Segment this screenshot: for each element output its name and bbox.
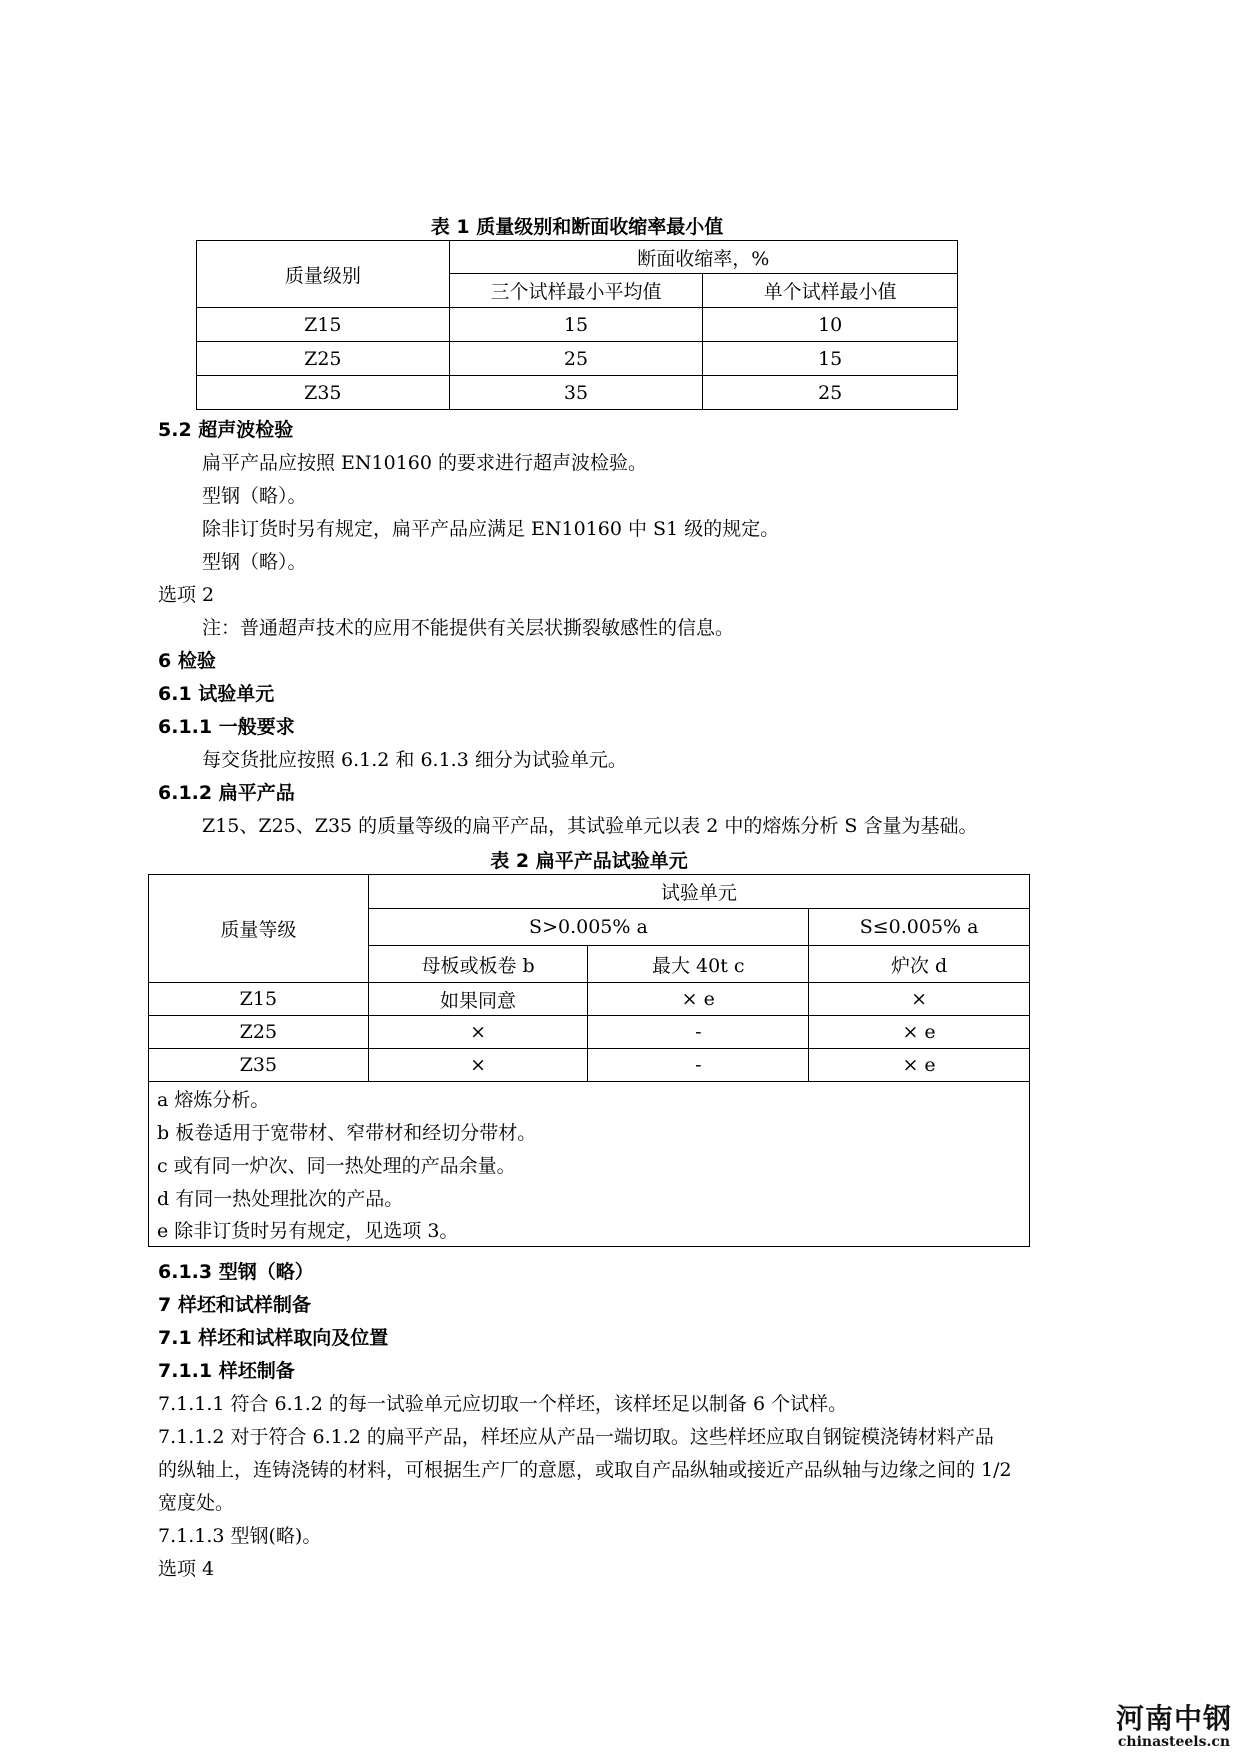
paragraph: Z15、Z25、Z35 的质量等级的扁平产品，其试验单元以表 2 中的熔炼分析 S 含量为基础。 bbox=[202, 815, 978, 837]
table2-footnote bbox=[149, 1115, 1030, 1148]
paragraph: 7.1.1.2 对于符合 6.1.2 的扁平产品，样坯应从产品一端切取。这些样坯应取自钢锭模浇铸材料产品 bbox=[158, 1426, 994, 1448]
footnote-text: c 或有同一炉次、同一热处理的产品余量。 bbox=[149, 1148, 1030, 1181]
table1-header-group: 断面收缩率，% bbox=[449, 241, 957, 274]
paragraph: 7.1.1.1 符合 6.1.2 的每一试验单元应切取一个样坯，该样坯足以制备 6 个试样。 bbox=[158, 1393, 848, 1415]
table2-header-s-high: S>0.005% a bbox=[368, 909, 808, 946]
watermark-logo-text: 河南中钢 bbox=[1115, 1702, 1232, 1735]
table2-cell: 如果同意 bbox=[368, 983, 588, 1016]
table2-header-col2: 最大 40t c bbox=[588, 946, 809, 983]
option-label: 选项 2 bbox=[158, 584, 215, 606]
table2-cell: × e bbox=[588, 983, 809, 1016]
note: 注：普通超声技术的应用不能提供有关层状撕裂敏感性的信息。 bbox=[202, 617, 735, 639]
paragraph: 型钢（略）。 bbox=[202, 551, 307, 573]
table1-cell: 25 bbox=[449, 342, 703, 376]
table2-header-grade: 质量等级 bbox=[149, 875, 369, 983]
table-row bbox=[197, 376, 958, 410]
table1-header-col1: 三个试样最小平均值 bbox=[449, 274, 703, 308]
table2-header-col1: 母板或板卷 b bbox=[368, 946, 588, 983]
table2-footnote bbox=[149, 1148, 1030, 1181]
section-heading: 6.1.3 型钢（略） bbox=[158, 1261, 314, 1283]
table-row bbox=[197, 342, 958, 376]
table2-header-s-low: S≤0.005% a bbox=[809, 909, 1030, 946]
table1-header-grade: 质量级别 bbox=[197, 241, 450, 308]
table2-footnote bbox=[149, 1181, 1030, 1214]
table1-cell: 25 bbox=[703, 376, 958, 410]
section-heading: 7.1.1 样坯制备 bbox=[158, 1360, 295, 1382]
footnote-text: b 板卷适用于宽带材、窄带材和经切分带材。 bbox=[149, 1115, 1030, 1148]
table2 bbox=[148, 874, 1030, 1247]
table1-cell: 35 bbox=[449, 376, 703, 410]
table1-cell: Z25 bbox=[197, 342, 450, 376]
table2-header-col3: 炉次 d bbox=[809, 946, 1030, 983]
table1-header-col2: 单个试样最小值 bbox=[703, 274, 958, 308]
table1-cell: 15 bbox=[449, 308, 703, 342]
table2-caption: 表 2 扁平产品试验单元 bbox=[490, 850, 688, 872]
table2-cell: × e bbox=[809, 1016, 1030, 1049]
paragraph: 宽度处。 bbox=[158, 1492, 235, 1514]
table2-cell: - bbox=[588, 1016, 809, 1049]
table2-cell: × e bbox=[809, 1049, 1030, 1082]
table2-footnote bbox=[149, 1214, 1030, 1247]
table-row bbox=[149, 983, 1030, 1016]
table2-header-group: 试验单元 bbox=[368, 875, 1029, 909]
table1 bbox=[196, 240, 958, 410]
table1-cell: 15 bbox=[703, 342, 958, 376]
table2-cell: Z15 bbox=[149, 983, 369, 1016]
paragraph: 的纵轴上，连铸浇铸的材料，可根据生产厂的意愿，或取自产品纵轴或接近产品纵轴与边缘之间的 1/2 bbox=[158, 1459, 1012, 1481]
paragraph: 除非订货时另有规定，扁平产品应满足 EN10160 中 S1 级的规定。 bbox=[202, 518, 780, 540]
table-row bbox=[197, 308, 958, 342]
footnote-text: e 除非订货时另有规定，见选项 3。 bbox=[149, 1214, 1030, 1247]
watermark-logo bbox=[1116, 1704, 1232, 1750]
table2-cell: Z25 bbox=[149, 1016, 369, 1049]
table2-footnote bbox=[149, 1082, 1030, 1115]
option-label: 选项 4 bbox=[158, 1558, 215, 1580]
table1-cell: Z15 bbox=[197, 308, 450, 342]
table2-cell: × bbox=[809, 983, 1030, 1016]
footnote-text: d 有同一热处理批次的产品。 bbox=[149, 1181, 1030, 1214]
paragraph: 扁平产品应按照 EN10160 的要求进行超声波检验。 bbox=[202, 452, 648, 474]
section-heading: 6.1.1 一般要求 bbox=[158, 716, 295, 738]
table1-caption: 表 1 质量级别和断面收缩率最小值 bbox=[430, 216, 724, 238]
paragraph: 7.1.1.3 型钢(略)。 bbox=[158, 1525, 322, 1547]
section-heading: 7 样坯和试样制备 bbox=[158, 1294, 311, 1316]
table1-cell: 10 bbox=[703, 308, 958, 342]
table2-cell: Z35 bbox=[149, 1049, 369, 1082]
paragraph: 型钢（略）。 bbox=[202, 485, 307, 507]
table2-cell: × bbox=[368, 1049, 588, 1082]
table-row bbox=[149, 1016, 1030, 1049]
footnote-text: a 熔炼分析。 bbox=[149, 1082, 1030, 1115]
table2-cell: × bbox=[368, 1016, 588, 1049]
section-heading: 6.1.2 扁平产品 bbox=[158, 782, 295, 804]
section-heading: 7.1 样坯和试样取向及位置 bbox=[158, 1327, 389, 1349]
section-heading: 6.1 试验单元 bbox=[158, 683, 275, 705]
section-heading: 5.2 超声波检验 bbox=[158, 419, 294, 441]
section-heading: 6 检验 bbox=[158, 650, 216, 672]
watermark-url: chinasteels.cn bbox=[1117, 1734, 1231, 1750]
paragraph: 每交货批应按照 6.1.2 和 6.1.3 细分为试验单元。 bbox=[202, 749, 627, 771]
table-row bbox=[149, 1049, 1030, 1082]
table1-cell: Z35 bbox=[197, 376, 450, 410]
table2-cell: - bbox=[588, 1049, 809, 1082]
